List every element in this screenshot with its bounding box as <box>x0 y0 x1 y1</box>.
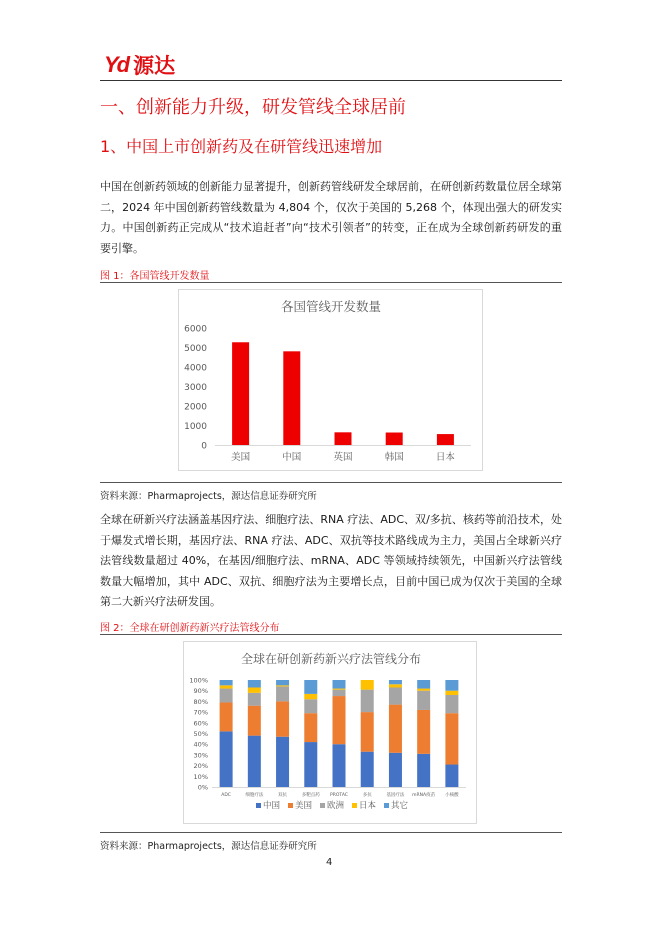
chart-2-bar-segment <box>304 742 317 787</box>
chart-1-title: 各国管线开发数量 <box>280 299 382 314</box>
chart-1-y-tick: 3000 <box>184 383 207 393</box>
chart-1-bar <box>437 434 454 445</box>
chart-1-bar <box>335 432 352 445</box>
subsection-title: 1、中国上市创新药及在研管线迅速增加 <box>100 137 383 156</box>
logo-mark: Yd <box>104 52 129 77</box>
chart-2-bar-segment <box>389 680 402 684</box>
chart-2-y-tick: 30% <box>193 751 208 760</box>
chart-2-bar-segment <box>333 690 346 696</box>
chart-2-legend-swatch <box>352 803 357 808</box>
chart-2-bar-segment <box>361 752 374 787</box>
chart-1-x-label: 日本 <box>435 452 455 463</box>
chart-2-bar-segment <box>248 736 261 787</box>
chart-2-x-label: ADC <box>221 793 231 798</box>
chart-2-x-label: PROTAC <box>330 793 348 798</box>
chart-2-bar-segment <box>248 706 261 736</box>
chart-2-bar-segment <box>276 680 289 685</box>
chart-2-x-label: 多抗 <box>362 793 372 798</box>
chart-2-bar-segment <box>361 712 374 752</box>
chart-2-legend-swatch <box>256 803 261 808</box>
chart-2-bar-segment <box>220 702 233 731</box>
chart-2-bar-segment <box>304 694 317 699</box>
chart-2-y-tick: 80% <box>193 697 208 706</box>
company-logo <box>104 52 175 78</box>
figure-1-chart <box>178 289 483 471</box>
chart-2-bar-segment <box>276 685 289 686</box>
chart-2-legend-label: 中国 <box>263 801 281 811</box>
chart-2-bar-segment <box>389 684 402 687</box>
chart-2-bar-segment <box>389 687 402 704</box>
chart-2-bar-segment <box>276 686 289 701</box>
chart-2-bar-segment <box>389 753 402 787</box>
chart-1-x-label: 英国 <box>333 452 353 463</box>
figure-2-chart <box>183 641 477 824</box>
chart-1-svg <box>179 290 484 472</box>
chart-1-bar <box>283 351 300 445</box>
figure-1-bottom-rule <box>100 482 562 483</box>
chart-2-bar-segment <box>220 731 233 787</box>
chart-2-bar-segment <box>220 680 233 685</box>
figure-2-caption: 图 2：全球在研创新药新兴疗法管线分布 <box>100 623 280 634</box>
chart-2-bar-segment <box>304 680 317 694</box>
figure-2-source: 资料来源：Pharmaprojects，源达信息证券研究所 <box>100 841 317 852</box>
chart-2-bar-segment <box>333 689 346 690</box>
chart-2-title: 全球在研创新药新兴疗法管线分布 <box>240 652 422 666</box>
chart-2-bar-segment <box>333 744 346 787</box>
chart-2-bar-segment <box>445 695 458 713</box>
chart-2-x-label: 双抗 <box>278 793 288 798</box>
chart-2-y-tick: 90% <box>193 687 208 696</box>
chart-2-x-label: mRNA疫苗 <box>412 793 436 798</box>
chart-1-y-tick: 4000 <box>184 363 207 374</box>
chart-2-legend-label: 日本 <box>359 801 377 811</box>
logo-text: 源达 <box>133 54 176 78</box>
figure-2-top-rule <box>100 634 562 635</box>
chart-1-bar <box>386 433 403 445</box>
header-divider <box>100 80 562 81</box>
figure-2-bottom-rule <box>100 832 562 833</box>
chart-2-bar-segment <box>417 710 430 754</box>
chart-2-bar-segment <box>333 696 346 744</box>
chart-2-bar-segment <box>417 691 430 710</box>
chart-2-legend-label: 美国 <box>295 801 313 811</box>
chart-2-bar-segment <box>417 689 430 691</box>
chart-2-bar-segment <box>333 680 346 689</box>
chart-2-legend-swatch <box>320 803 325 808</box>
chart-2-y-tick: 70% <box>193 708 208 717</box>
chart-2-y-tick: 10% <box>193 772 208 781</box>
chart-2-bar-segment <box>220 685 233 688</box>
chart-1-bar <box>232 342 249 445</box>
chart-2-bar-segment <box>361 680 374 690</box>
chart-2-bar-segment <box>445 680 458 691</box>
chart-2-y-tick: 40% <box>193 740 208 749</box>
chart-2-y-tick: 50% <box>193 730 208 738</box>
chart-2-bar-segment <box>248 680 261 687</box>
chart-2-bar-segment <box>248 693 261 706</box>
chart-2-bar-segment <box>417 754 430 787</box>
chart-2-bar-segment <box>389 705 402 753</box>
chart-2-bar-segment <box>304 713 317 742</box>
chart-2-bar-segment <box>276 701 289 736</box>
chart-2-bar-segment <box>417 680 430 689</box>
chart-2-bar-segment <box>248 687 261 692</box>
chart-1-x-label: 韩国 <box>384 452 404 463</box>
chart-1-y-tick: 1000 <box>184 422 207 432</box>
figure-1-top-rule <box>100 282 562 283</box>
chart-2-y-tick: 100% <box>189 676 208 685</box>
chart-1-y-tick: 2000 <box>184 402 207 413</box>
chart-2-x-label: 基因疗法 <box>386 793 405 798</box>
body-paragraph-2: 全球在研新兴疗法涵盖基因疗法、细胞疗法、RNA 疗法、ADC、双/多抗、核药等前沿技术，处于爆发式增长期，基因疗法、RNA 疗法、ADC、双抗等技术路线成为主力，美国占全球新兴疗法管线数量超过 40%，在基因/细胞疗法、mRNA、ADC 等领域持续领先，中国新兴疗法管线数量大幅增加，其中 ADC、双抗、细胞疗法为主要增长点，目前中国已成为仅次于美国的全球第二大新兴疗法研发国。 <box>100 513 562 608</box>
chart-2-bar-segment <box>445 713 458 764</box>
chart-1-x-label: 中国 <box>282 452 302 463</box>
chart-2-bar-segment <box>361 690 374 712</box>
chart-2-legend-label: 欧洲 <box>327 801 345 811</box>
chart-1-y-tick: 0 <box>201 441 207 452</box>
chart-2-legend-label: 其它 <box>391 801 409 811</box>
chart-2-x-label: 细胞疗法 <box>245 793 264 798</box>
chart-2-bar-segment <box>445 691 458 695</box>
chart-2-legend-swatch <box>384 803 389 808</box>
figure-1-caption: 图 1：各国管线开发数量 <box>100 271 210 282</box>
chart-2-x-label: 小核酸 <box>445 793 459 798</box>
page-number: 4 <box>326 857 333 868</box>
body-paragraph-1: 中国在创新药领域的创新能力显著提升，创新药管线研发全球居前，在研创新药数量位居全球第二，2024 年中国创新药管线数量为 4,804 个，仅次于美国的 5,268 个，体现出强大的研发实力。中国创新药正完成从“技术追赶者”向“技术引领者”的转变，正在成为全球创新药研发的重要引擎。 <box>100 180 562 255</box>
chart-2-y-tick: 60% <box>193 719 208 728</box>
chart-2-x-label: 多靶点药 <box>301 793 320 798</box>
section-title: 一、创新能力升级，研发管线全球居前 <box>100 97 406 118</box>
chart-2-legend-swatch <box>288 803 293 808</box>
chart-2-bar-segment <box>276 737 289 787</box>
chart-2-y-tick: 20% <box>193 762 208 771</box>
chart-2-bar-segment <box>304 699 317 713</box>
chart-2-bar-segment <box>445 765 458 787</box>
chart-1-y-tick: 5000 <box>184 344 207 354</box>
figure-1-source: 资料来源：Pharmaprojects，源达信息证券研究所 <box>100 491 317 502</box>
chart-1-x-label: 美国 <box>231 452 251 463</box>
chart-1-y-tick: 6000 <box>184 324 207 335</box>
chart-2-y-tick: 0% <box>197 783 208 792</box>
chart-2-bar-segment <box>220 689 233 703</box>
chart-2-svg <box>184 642 478 825</box>
